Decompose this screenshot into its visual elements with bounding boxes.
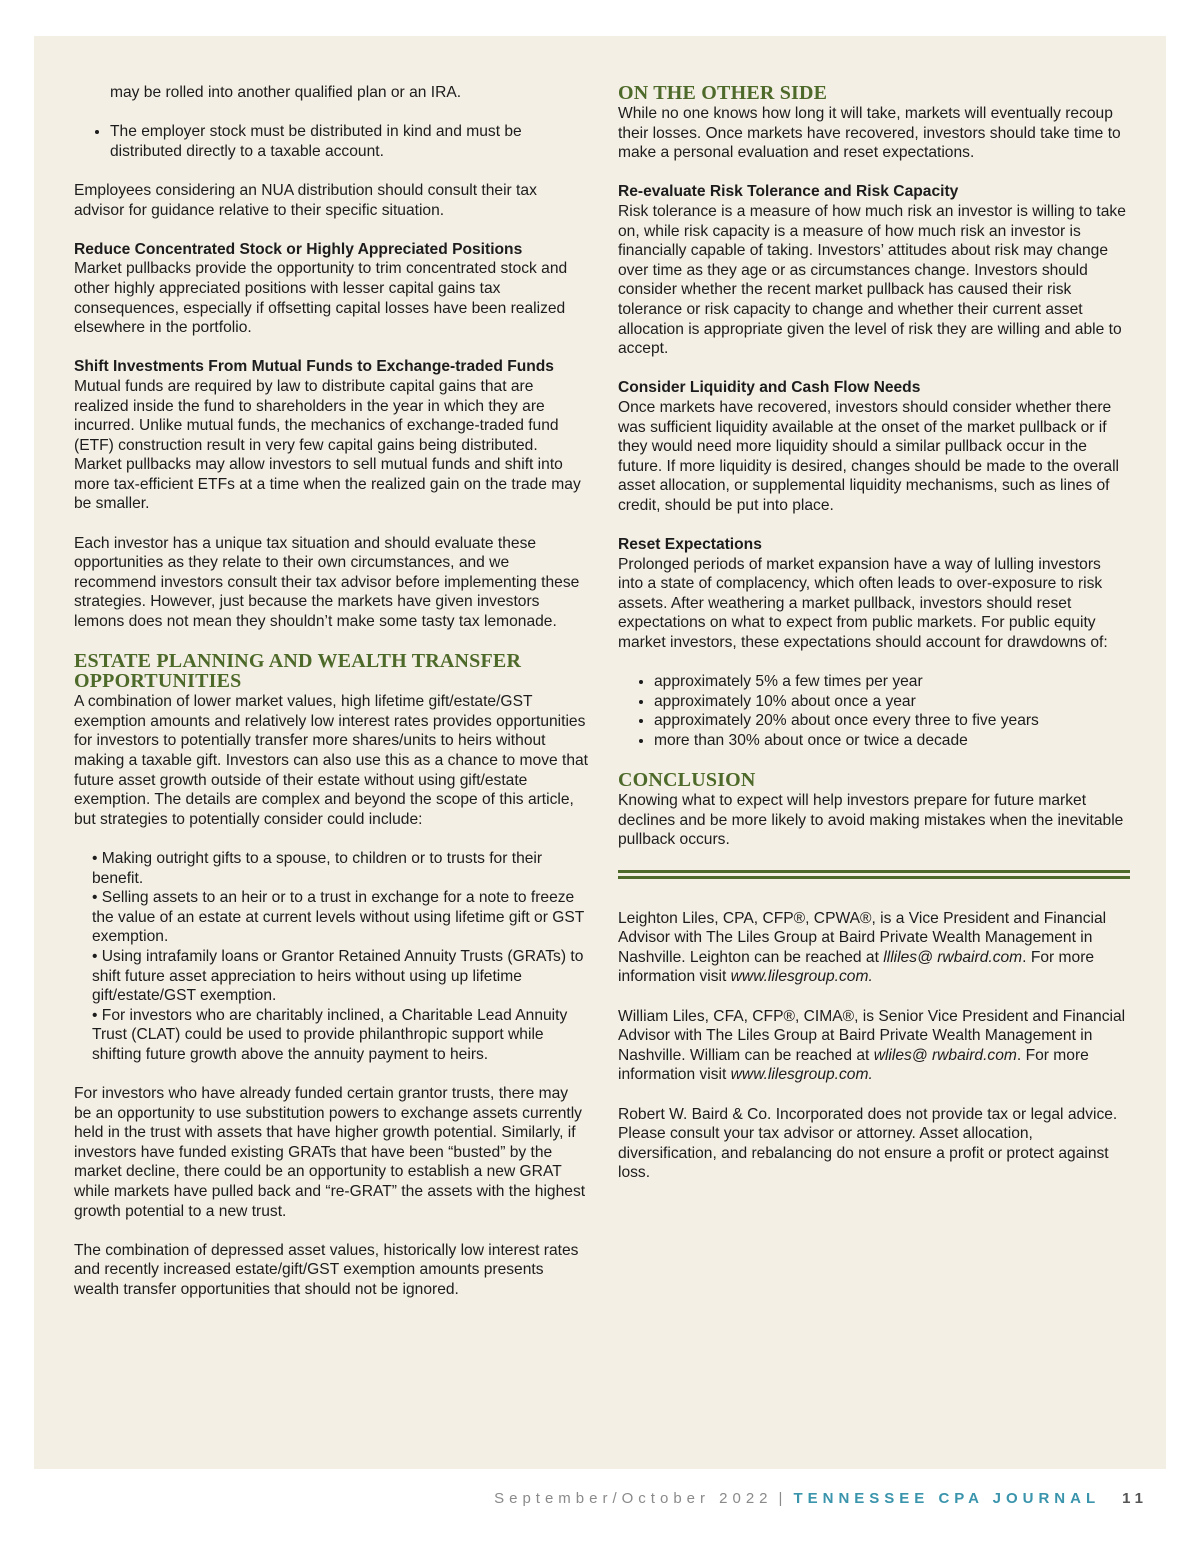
list-item: • more than 30% about once or twice a decade xyxy=(654,731,1130,751)
reduce-stock-paragraph: Market pullbacks provide the opportunity to trim concentrated stock and other highly appreciated positions with lesser capital gains tax consequences, especially if offsetting capital losses have been realized elsewhere in the portfolio. xyxy=(74,260,568,337)
liquidity-paragraph: Once markets have recovered, investors should consider whether there was sufficient liquidity available at the onset of the market pullback or if they would need more liquidity should a similar pullback occur in the future. If more liquidity is desired, changes should be made to the overall asset allocation, or supplemental liquidity mechanisms, such as lines of credit, should be put into place. xyxy=(618,398,1120,514)
list-item: • Making outright gifts to a spouse, to children or to trusts for their benefit. xyxy=(92,849,543,887)
shift-investments-heading: Shift Investments From Mutual Funds to Exchange-traded Funds xyxy=(74,358,554,376)
footer-journal-title: TENNESSEE CPA JOURNAL xyxy=(793,1490,1101,1507)
bio-leighton-website[interactable]: www.lilesgroup.com. xyxy=(730,968,873,986)
estate-planning-heading: ESTATE PLANNING AND WEALTH TRANSFER OPPORTUNITIES xyxy=(74,650,522,693)
list-item: • The employer stock must be distributed in kind and must be distributed directly to a taxable account. xyxy=(110,122,588,161)
left-column xyxy=(74,83,588,1319)
continued-bullet-text: may be rolled into another qualified plan or an IRA. xyxy=(110,84,462,101)
page-number: 11 xyxy=(1122,1490,1148,1507)
footer-separator: | xyxy=(778,1490,788,1507)
bio-william-website[interactable]: www.lilesgroup.com. xyxy=(730,1066,873,1084)
bio-william xyxy=(618,1007,1130,1085)
nua-bullet-list xyxy=(74,122,588,161)
bio-more-info-text: . For more information visit xyxy=(618,1046,1089,1084)
estate-planning-paragraph: A combination of lower market values, high lifetime gift/estate/GST exemption amounts and relatively low interest rates provides opportunities for investors to potentially transfer more shares/units to heirs without making a taxable gift. Investors can also use this as a chance to move that future asset growth outside of their estate without using gift/estate exemption. The details are complex and beyond the scope of this article, but strategies to potentially consider could include: xyxy=(74,693,589,828)
conclusion-heading: CONCLUSION xyxy=(618,769,756,792)
bio-william-text: William Liles, CFA, CFP®, CIMA®, is Senior Vice President and Financial Advisor with The Liles Group at Baird Private Wealth Management in Nashville. William can be reached at xyxy=(618,1007,1126,1064)
other-side-heading: ON THE OTHER SIDE xyxy=(618,82,828,104)
bio-leighton xyxy=(618,909,1130,987)
list-item: • approximately 5% a few times per year xyxy=(654,672,1130,692)
reduce-stock-heading: Reduce Concentrated Stock or Highly Appreciated Positions xyxy=(74,240,523,258)
bio-leighton-email[interactable]: llliles@ rwbaird.com xyxy=(883,948,1023,966)
article-panel xyxy=(34,36,1166,1469)
list-item: • Using intrafamily loans or Grantor Retained Annuity Trusts (GRATs) to shift future asset appreciation to heirs without using up lifetime gift/estate/GST exemption. xyxy=(92,947,584,1005)
combination-paragraph: The combination of depressed asset values, historically low interest rates and recently increased estate/gift/GST exemption amounts presents wealth transfer opportunities that should not be ignored. xyxy=(74,1241,579,1299)
list-item: • approximately 20% about once every three to five years xyxy=(654,711,1130,731)
grantor-trusts-paragraph: For investors who have already funded certain grantor trusts, there may be an opportunity to use substitution powers to exchange assets currently held in the trust with assets that have higher growth potential. Similarly, if investors have funded existing GRATs that have been “busted” by the market decline, there could be an opportunity to establish a new GRAT while markets have pulled back and “re-GRAT” the assets with the highest growth potential to a new trust. xyxy=(74,1085,586,1220)
list-item: • approximately 10% about once a year xyxy=(654,692,1130,712)
page-footer xyxy=(494,1490,1148,1507)
reset-expectations-heading: Reset Expectations xyxy=(618,536,762,554)
footer-date: September/October 2022 xyxy=(494,1490,773,1507)
section-divider xyxy=(618,870,1130,879)
estate-strategies-list xyxy=(74,849,588,1065)
list-item: • Selling assets to an heir or to a trust in exchange for a note to freeze the value of an estate at current levels without using lifetime gift or GST exemption. xyxy=(92,889,585,946)
disclaimer-paragraph: Robert W. Baird & Co. Incorporated does not provide tax or legal advice. Please consult your tax advisor or attorney. Asset allocation, diversification, and rebalancing do not ensure a profit or protect against loss. xyxy=(618,1105,1118,1182)
liquidity-heading: Consider Liquidity and Cash Flow Needs xyxy=(618,379,921,397)
bio-william-email[interactable]: wliles@ rwbaird.com xyxy=(873,1046,1017,1064)
list-item: • For investors who are charitably inclined, a Charitable Lead Annuity Trust (CLAT) could be used to provide philanthropic support while shifting future growth above the annuity payment to heirs. xyxy=(92,1006,568,1063)
right-column xyxy=(618,83,1130,1202)
other-side-paragraph: While no one knows how long it will take, markets will eventually recoup their losses. Once markets have recovered, investors should take time to make a personal evaluation and reset expectations. xyxy=(618,105,1121,162)
shift-investments-paragraph: Mutual funds are required by law to distribute capital gains that are realized inside the fund to shareholders in the year in which they are incurred. Unlike mutual funds, the mechanics of exchange-traded fund (ETF) construction result in very few capital gains being distributed. Market pullbacks may allow investors to sell mutual funds and shift into more tax-efficient ETFs at a time when the realized gain on the trade may be smaller. xyxy=(74,377,581,513)
conclusion-paragraph: Knowing what to expect will help investors prepare for future market declines and be more likely to avoid making mistakes when the inevitable pullback occurs. xyxy=(618,792,1124,849)
each-investor-paragraph: Each investor has a unique tax situation and should evaluate these opportunities as they relate to their own circumstances, and we recommend investors consult their tax advisor before implementing these strategies. However, just because the markets have given investors lemons does not mean they shouldn’t make some tasty tax lemonade. xyxy=(74,534,580,631)
drawdowns-list xyxy=(618,672,1130,750)
bio-more-info-text: . For more information visit xyxy=(618,948,1095,986)
risk-tolerance-heading: Re-evaluate Risk Tolerance and Risk Capacity xyxy=(618,183,959,201)
nua-paragraph: Employees considering an NUA distribution should consult their tax advisor for guidance relative to their specific situation. xyxy=(74,181,537,219)
reset-expectations-paragraph: Prolonged periods of market expansion have a way of lulling investors into a state of complacency, which often leads to over-exposure to risk assets. After weathering a market pullback, investors should reset expectations on what to expect from public markets. For public equity market investors, these expectations should account for drawdowns of: xyxy=(618,555,1108,652)
risk-tolerance-paragraph: Risk tolerance is a measure of how much risk an investor is willing to take on, while risk capacity is a measure of how much risk an investor is financially capable of taking. Investors’ attitudes about risk may change over time as they age or as circumstances change. Investors should consider whether the recent market pullback has caused their risk tolerance or risk capacity to change and whether their current asset allocation is appropriate given the level of risk they are willing and able to accept. xyxy=(618,202,1126,358)
bio-leighton-text: Leighton Liles, CPA, CFP®, CPWA®, is a Vice President and Financial Advisor with The Liles Group at Baird Private Wealth Management in Nashville. Leighton can be reached at xyxy=(618,909,1107,966)
